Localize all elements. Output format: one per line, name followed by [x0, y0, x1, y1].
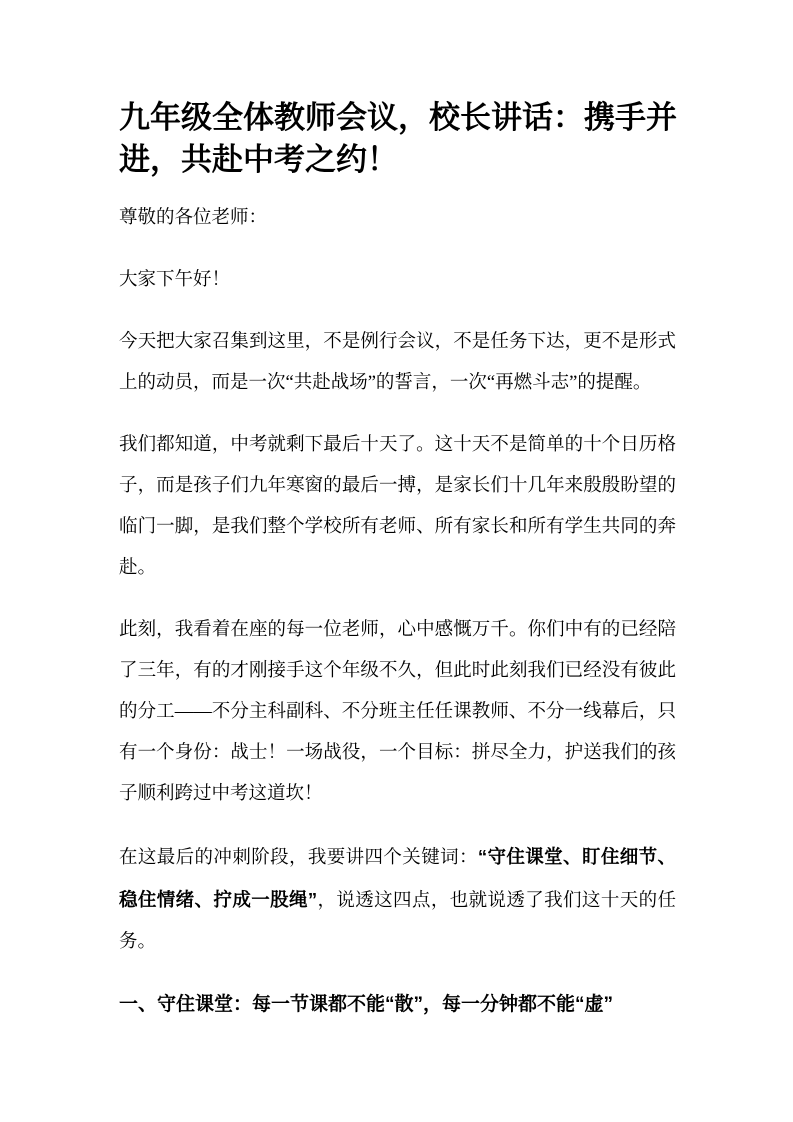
title-line: 九年级全体教师会议，校长讲话：携手并 — [119, 100, 677, 135]
line: 我们都知道，中考就剩下最后十天了。这十天不是简单的十个日历格 — [119, 435, 676, 455]
line-text: ，说透这四点，也就说透了我们这十天的任 — [317, 891, 676, 911]
line: 上的动员，而是一次“共赴战场”的誓言，一次“再燃斗志”的提醒。 — [119, 373, 652, 393]
title-line: 进，共赴中考之约！ — [119, 142, 398, 177]
salutation — [119, 260, 676, 301]
greeting-text: 尊敬的各位老师： — [119, 208, 268, 228]
keywords-bold: “守住课堂、盯住细节、 — [477, 846, 676, 867]
salutation-text: 大家下午好！ — [119, 270, 231, 290]
document-title — [119, 97, 676, 181]
line: 的分工——不分主科副科、不分班主任任课教师、不分一线幕后，只 — [119, 702, 676, 722]
paragraph-4 — [119, 836, 676, 963]
line: 子顺利跨过中考这道坎！ — [119, 784, 323, 804]
line: 今天把大家召集到这里，不是例行会议，不是任务下达，更不是形式 — [119, 332, 676, 352]
line: 此刻，我看着在座的每一位老师，心中感慨万千。你们中有的已经陪 — [119, 620, 676, 640]
document-page — [119, 97, 676, 1025]
paragraph-2 — [119, 425, 676, 589]
line: 有一个身份：战士！一场战役，一个目标：拼尽全力，护送我们的孩 — [119, 743, 676, 763]
line: 子，而是孩子们九年寒窗的最后一搏，是家长们十几年来殷殷盼望的 — [119, 476, 676, 496]
line-text: 在这最后的冲刺阶段，我要讲四个关键词： — [119, 848, 478, 868]
line: 临门一脚，是我们整个学校所有老师、所有家长和所有学生共同的奔 — [119, 517, 676, 537]
paragraph-3 — [119, 610, 676, 815]
section-heading — [119, 984, 676, 1025]
line: 务。 — [119, 932, 157, 952]
line: 了三年，有的才刚接手这个年级不久，但此时此刻我们已经没有彼此 — [119, 661, 676, 681]
line — [119, 836, 676, 879]
line — [119, 879, 676, 922]
paragraph-1 — [119, 322, 676, 404]
greeting — [119, 198, 676, 239]
section-heading-text: 一、守住课堂：每一节课都不能“散”，每一分钟都不能“虚” — [119, 994, 614, 1015]
line: 赴。 — [119, 558, 157, 578]
keywords-bold: 稳住情绪、拧成一股绳” — [119, 889, 318, 910]
